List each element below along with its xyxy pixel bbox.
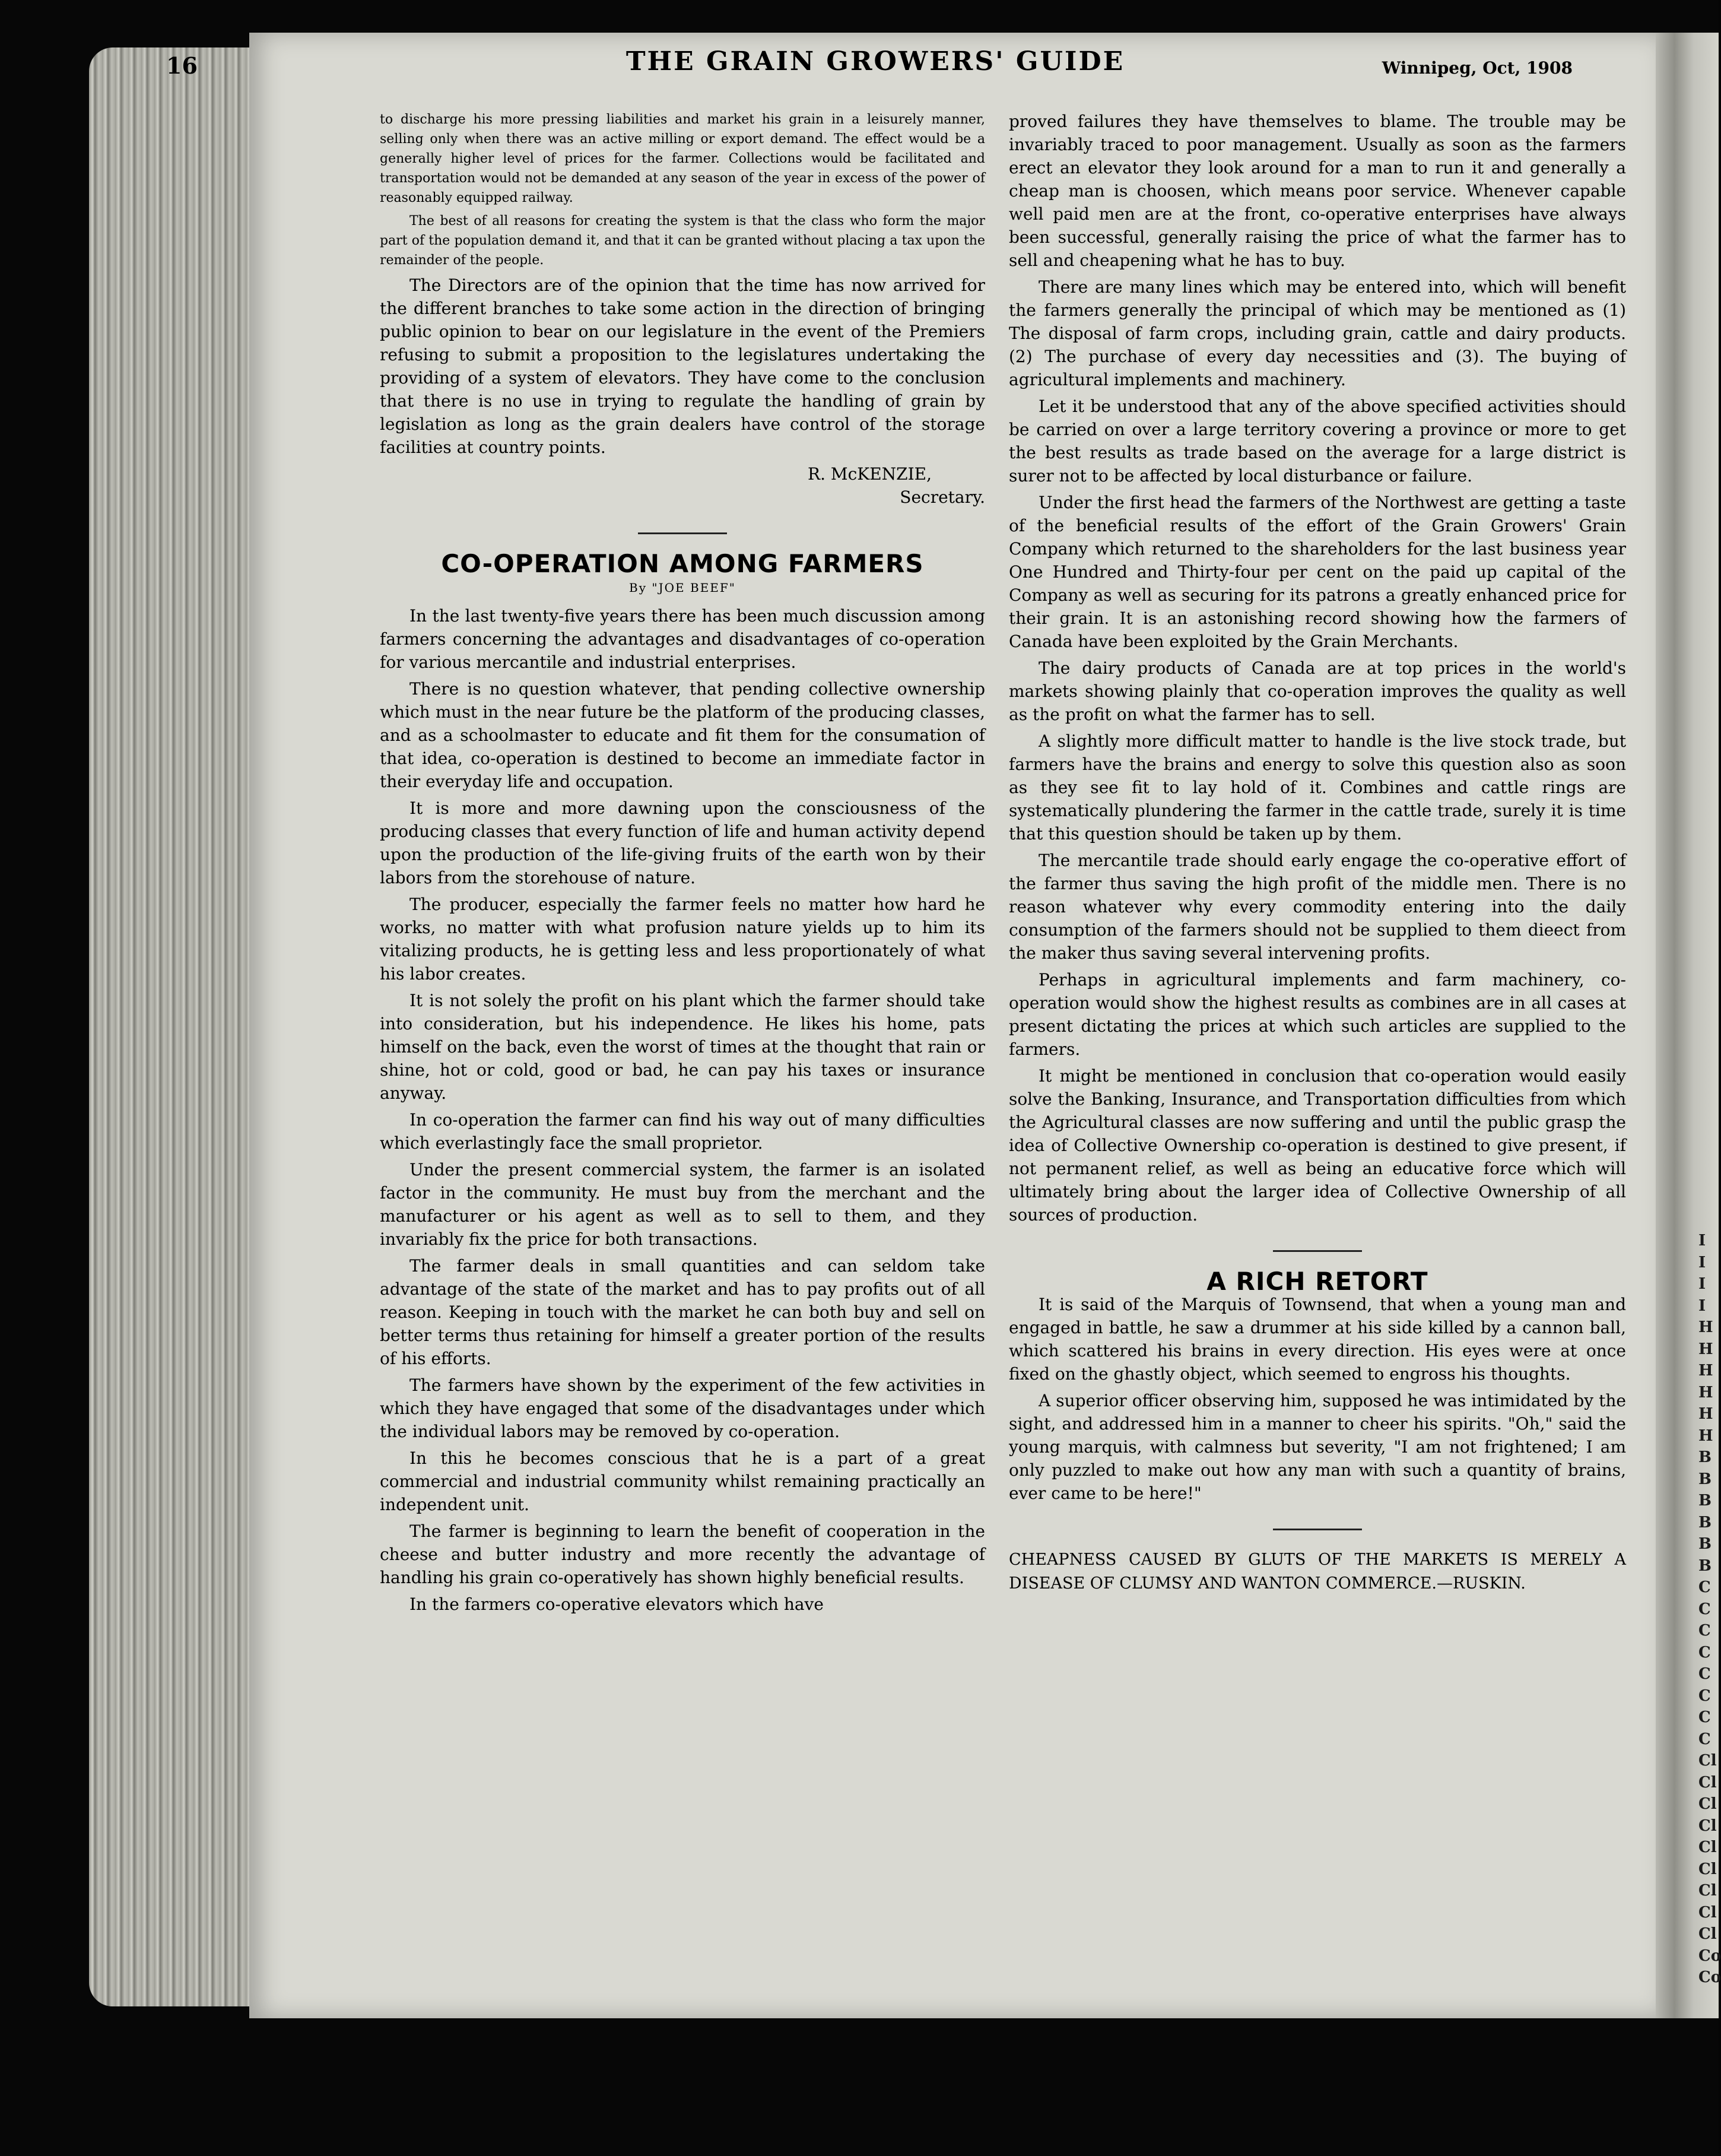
- article-paragraph: The mercantile trade should early engage the co-operative effort of the farmer thus saving the high profit of the middle men. There is no reason whatever why every commodity entering into the daily consumption of the farmers should not be supplied to them dieect from the maker thus saving several intervening profits.: [1009, 851, 1626, 963]
- facing-page-letter: Cl: [1698, 1903, 1717, 1922]
- article-title: CO-OPERATION AMONG FARMERS: [441, 549, 924, 578]
- article-paragraph: It might be mentioned in conclusion that co-operation would easily solve the Banking, Insurance, and Transportation difficulties from which the Agricultural classes are now suffering and until the public grasp the idea of Collective Ownership co-operation is destined to give present, if not permanent relief, as well as being an educative force which will ultimately bring about the larger idea of Collective Ownership of all sources of production.: [1009, 1066, 1626, 1225]
- retort-title: A RICH RETORT: [1206, 1267, 1428, 1296]
- article-paragraph: The farmer is beginning to learn the benefit of cooperation in the cheese and butter industry and more recently the advantage of handling his grain co-operatively has shown highly beneficial results.: [380, 1521, 985, 1587]
- facing-page-letter: B: [1698, 1513, 1712, 1532]
- article-paragraph: A slightly more difficult matter to handle is the live stock trade, but farmers have the brains and energy to solve this question also as soon as they see fit to lay hold of it. Combines and cattle rings are systematically plundering the farmer in the cattle trade, surely it is time that this question should be taken up by them.: [1009, 731, 1626, 844]
- facing-page-letter: B: [1698, 1470, 1712, 1488]
- facing-page-letter: C: [1698, 1730, 1711, 1748]
- facing-page-letter: Co: [1698, 1946, 1721, 1965]
- article-paragraph: In the last twenty-five years there has been much discussion among farmers concerning the advantages and disadvantages of co-operation for various mercantile and industrial enterprises.: [380, 606, 985, 672]
- facing-page-letter: H: [1698, 1340, 1713, 1358]
- facing-page-letter: Cl: [1698, 1795, 1717, 1813]
- facing-page-letter: B: [1698, 1492, 1712, 1510]
- facing-page-letter: Co: [1698, 1968, 1721, 1986]
- section-divider: [1273, 1529, 1362, 1530]
- section-divider: [1273, 1250, 1362, 1252]
- article-paragraph: In this he becomes conscious that he is a part of a great commercial and industrial community whilst remaining practically an independent unit.: [380, 1448, 985, 1514]
- article-paragraph: In co-operation the farmer can find his way out of many difficulties which everlastingly face the small proprietor.: [380, 1110, 985, 1153]
- article-paragraph: In the farmers co-operative elevators which have: [409, 1594, 824, 1614]
- article-paragraph: The farmers have shown by the experiment of the few activities in which they have engaged that some of the disadvantages under which the individual labors may be removed by co-operation.: [380, 1375, 985, 1441]
- facing-page-letter: C: [1698, 1665, 1711, 1683]
- article-paragraph: It is not solely the profit on his plant which the farmer should take into consideration, but his independence. He likes his home, pats himself on the back, even the worst of times at the thought that rain or shine, hot or cold, good or bad, he can pay his taxes or insurance anyway.: [380, 991, 985, 1103]
- article-paragraph: Let it be understood that any of the above specified activities should be carried on over a large territory covering a province or more to get the best results as trade based on the average for a large district is surer not to be affected by local disturbance or failure.: [1009, 397, 1626, 486]
- book-binding-edge: [89, 47, 261, 2006]
- article-paragraph: It is more and more dawning upon the consciousness of the producing classes that every function of life and human activity depend upon the production of the life-giving fruits of the earth won by their labors from the storehouse of nature.: [380, 798, 985, 887]
- facing-page-letter: I: [1698, 1253, 1706, 1272]
- facing-page-letter: C: [1698, 1622, 1711, 1640]
- facing-page-letter: H: [1698, 1383, 1713, 1402]
- intro-paragraph: The best of all reasons for creating the system is that the class who form the major part of the population demand it, and that it can be granted without placing a tax upon the remainder of the people.: [380, 214, 985, 268]
- facing-page-letter: B: [1698, 1535, 1712, 1553]
- facing-page-letter: C: [1698, 1600, 1711, 1618]
- right-column: [1009, 110, 1626, 1599]
- article-paragraph: The producer, especially the farmer feels no matter how hard he works, no matter with what profusion nature yields up to him its vitalizing products, he is getting less and less proportionately of what his labor creates.: [380, 895, 985, 984]
- intro-paragraph: to discharge his more pressing liabilities and market his grain in a leisurely manner, selling only when there was an active milling or export demand. The effect would be a generally higher level of prices for the farmer. Collections would be facilitated and transportation would not be demanded at any season of the year in excess of the power of reasonably equipped railway.: [380, 112, 985, 205]
- facing-page-letter: Cl: [1698, 1860, 1717, 1878]
- section-divider: [638, 532, 727, 534]
- facing-page-letter: Cl: [1698, 1882, 1717, 1900]
- facing-page-letter: C: [1698, 1708, 1711, 1726]
- facing-page-letter: Cl: [1698, 1838, 1717, 1856]
- facing-page-letter: C: [1698, 1643, 1711, 1662]
- facing-page-letter: C: [1698, 1686, 1711, 1705]
- ruskin-quote: CHEAPNESS CAUSED BY GLUTS OF THE MARKETS IS MERELY A DISEASE OF CLUMSY AND WANTON COMMERCE.—RUSKIN.: [1009, 1551, 1626, 1593]
- article-paragraph: Under the present commercial system, the farmer is an isolated factor in the community. He must buy from the merchant and the manufacturer or his agent as well as to sell to them, and they invariably fix the price for both transactions.: [380, 1160, 985, 1249]
- page-header: [166, 34, 1585, 100]
- facing-page-letter: Cl: [1698, 1752, 1717, 1770]
- facing-page-letter: I: [1698, 1296, 1706, 1315]
- article-paragraph: Perhaps in agricultural implements and farm machinery, co-operation would show the highest results as combines are in all cases at present dictating the prices at which such articles are supplied to the farmers.: [1009, 970, 1626, 1059]
- article-paragraph: There is no question whatever, that pending collective ownership which must in the near future be the platform of the producing classes, and as a schoolmaster to educate and fit them for the consumation of that idea, co-operation is destined to become an immediate factor in their everyday life and occupation.: [380, 679, 985, 791]
- newspaper-title: THE GRAIN GROWERS' GUIDE: [625, 46, 1125, 77]
- page-number: 16: [166, 52, 198, 79]
- left-column: [380, 110, 985, 1619]
- directors-paragraph: The Directors are of the opinion that the time has now arrived for the different branches to take some action in the direction of bringing public opinion to bear on our legislature in the event of the Premiers refusing to submit a proposition to the legislatures undertaking the providing of a system of elevators. They have come to the conclusion that there is no use in trying to regulate the handling of grain by legislation as long as the grain dealers have control of the storage facilities at country points.: [380, 275, 985, 457]
- article-paragraph: There are many lines which may be entered into, which will benefit the farmers generally the principal of which may be mentioned as (1) The disposal of farm crops, including grain, cattle and dairy products. (2) The purchase of every day necessities and (3). The buying of agricultural implements and machinery.: [1009, 277, 1626, 389]
- facing-page-letter: H: [1698, 1318, 1713, 1336]
- signoff: [380, 462, 985, 509]
- facing-page-letter: C: [1698, 1578, 1711, 1596]
- signoff-title: Secretary.: [900, 487, 985, 507]
- facing-page-letter: H: [1698, 1362, 1713, 1380]
- article-paragraph: The farmer deals in small quantities and can seldom take advantage of the state of the market and has to pay profits out of all reason. Keeping in touch with the market he can both buy and sell on better terms thus retaining for himself a greater portion of the results of his efforts.: [380, 1256, 985, 1368]
- facing-page-letter: H: [1698, 1405, 1713, 1423]
- facing-page-letter: Cl: [1698, 1816, 1717, 1835]
- facing-page-letter: I: [1698, 1275, 1706, 1293]
- article-byline: By "JOE BEEF": [629, 581, 736, 595]
- retort-paragraph: A superior officer observing him, supposed he was intimidated by the sight, and addressed him in a manner to cheer his spirits. "Oh," said the young marquis, with calmness but severity, "I am not frightened; I am only puzzled to make out how any man with such a quantity of brains, ever came to be here!": [1009, 1391, 1626, 1503]
- article-paragraph: Under the first head the farmers of the Northwest are getting a taste of the beneficial results of the effort of the Grain Growers' Grain Company which returned to the shareholders for the last business year One Hundred and Thirty-four per cent on the paid up capital of the Company as well as securing for its patrons a greatly enhanced price for their grain. It is an astonishing record showing how the farmers of Canada have been exploited by the Grain Merchants.: [1009, 493, 1626, 651]
- facing-page-letter: I: [1698, 1232, 1706, 1250]
- facing-page-letter: B: [1698, 1556, 1712, 1575]
- facing-page-letter: B: [1698, 1448, 1712, 1466]
- retort-paragraph: It is said of the Marquis of Townsend, that when a young man and engaged in battle, he saw a drummer at his side killed by a cannon ball, which scattered his brains in every direction. His eyes were at once fixed on the ghastly object, which seemed to engross his thoughts.: [1009, 1295, 1626, 1384]
- facing-page-letter: H: [1698, 1426, 1713, 1445]
- facing-page-letter: Cl: [1698, 1773, 1717, 1792]
- article-paragraph: The dairy products of Canada are at top prices in the world's markets showing plainly that co-operation improves the quality as well as the profit on what the farmer has to sell.: [1009, 658, 1626, 724]
- facing-page-letter: Cl: [1698, 1925, 1717, 1943]
- article-paragraph: proved failures they have themselves to blame. The trouble may be invariably traced to poor management. Usually as soon as the farmers erect an elevator they look around for a man to run it and generally a cheap man is choosen, which means poor service. Whenever capable well paid men are at the front, co-operative enterprises have always been successful, generally raising the price of what the farmer has to sell and cheapening what he has to buy.: [1009, 112, 1626, 270]
- issue-date: Winnipeg, Oct, 1908: [1382, 58, 1573, 78]
- signoff-name: R. McKENZIE,: [808, 464, 932, 484]
